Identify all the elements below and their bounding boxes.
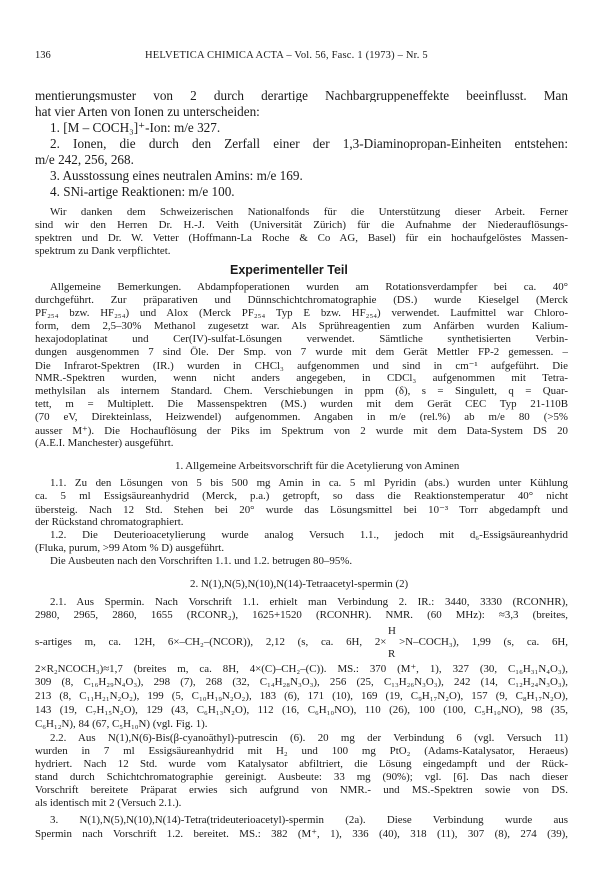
text-line: dungen ausgenommen 7 sind Öle. Der Smp. von 7 wurde mit dem Gerät Mettler FP-2 gemessen. –	[35, 346, 568, 358]
text-line: 213 (8, C₁₁H₂₁N₂O₂), 199 (5, C₁₀H₁₉N₂O₂), 183 (6), 171 (10), 169 (19, C₉H₁₇N₂O), 157 (9, C₈H₁₇N₂O),	[35, 690, 568, 702]
text-line: wurden in 7 ml Essigsäureanhydrid mit H₂ und 100 mg PtO₂ (Adams-Katalysator, Heraeus)	[35, 745, 568, 757]
text-line: 309 (8, C₁₆H₂₉N₄O₃), 298 (7), 268 (32, C₁₄H₂₈N₃O₃), 256 (25, C₁₃H₂₆N₃O₃), 242 (14, C₁₂H₂₄N₃O₃),	[35, 676, 568, 688]
text-line: R	[388, 648, 396, 660]
journal-title: HELVETICA CHIMICA ACTA – Vol. 56, Fasc. 1 (1973) – Nr. 5	[145, 50, 428, 61]
text-line: (A.E.I. Manchester) ausgeführt.	[35, 437, 174, 449]
text-line: 2. Ionen, die durch den Zerfall einer der 1,3-Diaminopropan-Einheiten entstehen:	[50, 136, 568, 150]
text-line: NMR.-Spektren wurden, wenn nicht anders angegeben, in CDCl₃ aufgenommen mit Tetra-	[35, 372, 568, 384]
text-line: 2980, 2965, 2860, 1655 (RCONR₂), 1625+1520 (RCONHR). NMR. (60 MHz): ≈3,3 (breites,	[35, 609, 568, 621]
text-line: durchgeführt. Zur präparativen und Dünnschichtchromatographie (DS.) wurde Kieselgel (Merck	[35, 294, 568, 306]
text-line: 2.2. Aus N(1),N(6)-Bis(β-cyanoäthyl)-putrescin (6). 20 mg der Verbindung 6 (vgl. Versuch 11)	[50, 732, 568, 744]
text-line: 3. N(1),N(5),N(10),N(14)-Tetra(trideuterioacetyl)-spermin (2a). Diese Verbindung wurde aus	[50, 814, 568, 826]
text-line: 1. [M – COCH₃]⁺-Ion: m/e 327.	[50, 120, 221, 135]
text-line: spektren und Dr. W. Vetter (Hoffmann-La Roche & Co AG, Basel) für ein hochaufgelöstes Massen-	[35, 232, 568, 244]
text-line: Spermin nach Vorschrift 1.2. bereitet. MS.: 382 (M⁺, 1), 336 (40), 318 (11), 307 (8), 274 (39),	[35, 828, 568, 840]
text-line: 2. N(1),N(5),N(10),N(14)-Tetraacetyl-spermin (2)	[190, 578, 409, 590]
text-line: der Rückstand chromatographiert.	[35, 516, 184, 528]
text-line: (70 eV, Direkteinlass, Heizwendel) aufgenommen. Angaben in m/e (rel.%) ab m/e 80 (>5%	[35, 411, 568, 423]
text-line: 2×R₂NCOCH₃)≈1,7 (breites m, ca. 8H, 4×(C)–CH₂–(C)). MS.: 370 (M⁺, 1), 327 (30, C₁₆H₃₁N₄O₃),	[35, 663, 568, 675]
text-line: als identisch mit 2 (Versuch 2.1.).	[35, 797, 182, 809]
text-line: hat vier Arten von Ionen zu unterscheiden:	[35, 104, 260, 119]
text-line: hydriert. Nach 12 Std. wurde vom Katalysator abfiltriert, die Lösung eingedampft und der Rück-	[35, 758, 568, 770]
text-line: PF₂₅₄ bzw. HF₂₅₄) und Alox (Merck PF₂₅₄ Typ E bzw. HF₂₅₄) verwendet. Laufmittel war Chloro-	[35, 307, 568, 319]
text-line: ca. 5 ml Essigsäureanhydrid (Merck, p.a.) getropft, so dass die Reaktionstemperatur 40° nicht	[35, 490, 568, 502]
section-heading: Experimenteller Teil	[230, 263, 348, 277]
text-line: hexajodoplatinat und Cer(IV)-sulfat-Lösungen verwendet. Sämtliche synthetisierten Verbin-	[35, 333, 568, 345]
text-line: methylsilan als internem Standard. Chem. Verschiebungen in ppm (δ), s = Singulett, q = Quar-	[35, 385, 568, 397]
text-line: 2.1. Aus Spermin. Nach Vorschrift 1.1. erhielt man Verbindung 2. IR.: 3440, 3330 (RCONHR),	[50, 596, 568, 608]
text-line: 1.2. Die Deuterioacetylierung wurde analog Versuch 1.1., jedoch mit d₆-Essigsäureanhydrid	[50, 529, 568, 541]
text-line: tett, m = Multiplett. Die Massenspektren (MS.) wurden mit dem Gerät CEC Typ 21-110B	[35, 398, 568, 410]
text-line: übersteig. Nach 12 Std. Stehen bei 20° wurde das Lösungsmittel bei 10⁻³ Torr abgedampft und	[35, 504, 568, 516]
text-line: ausser M⁺). Die Hochauflösung der Piks im Spektrum von 2 wurde mit dem Data-System DS 20	[35, 425, 568, 437]
text-line: mentierungsmuster von 2 durch derartige Nachbargruppeneffekte beeinflusst. Man	[35, 88, 568, 102]
text-line: s-artiges m, ca. 12H, 6×–CH₂–(NCOR)), 2,12 (s, ca. 6H, 2× >N–COCH₃), 1,99 (s, ca. 6H,	[35, 636, 568, 648]
text-line: 1.1. Zu den Lösungen von 5 bis 500 mg Amin in ca. 5 ml Pyridin (abs.) wurden unter Kühlung	[50, 477, 568, 489]
text-line: (Fluka, purum, >99 Atom % D) ausgeführt.	[35, 542, 225, 554]
text-line: Wir danken dem Schweizerischen Nationalfonds für die Unterstützung dieser Arbeit. Ferner	[50, 206, 568, 218]
text-line: Allgemeine Bemerkungen. Abdampfoperationen wurden am Rotationsverdampfer bei ca. 40°	[50, 281, 568, 293]
text-line: Die Infrarot-Spektren (IR.) wurden in CHCl₃ aufgenommen und sind in cm⁻¹ aufgeführt. Die	[35, 360, 568, 372]
text-line: sind wir den Herren Dr. H.-J. Veith (Universität Zürich) für die Aufnahme der Niederauflösungs-	[35, 219, 568, 231]
text-line: H	[388, 625, 396, 637]
text-line: m/e 242, 256, 268.	[35, 152, 134, 167]
text-line: 3. Ausstossung eines neutralen Amins: m/e 169.	[50, 168, 303, 183]
text-line: 143 (19, C₇H₁₅N₂O), 129 (43, C₆H₁₃N₂O), 112 (16, C₆H₁₀NO), 110 (26), 100 (100, C₅H₁₀NO), 98 (35,	[35, 704, 568, 716]
text-line: 4. SNi-artige Reaktionen: m/e 100.	[50, 184, 235, 199]
page-number: 136	[35, 50, 51, 61]
text-line: spektrum zu Dank verpflichtet.	[35, 245, 171, 257]
text-line: form, dem 2,5–30% Methanol zugesetzt war. Als Sprühreagentien zum Anfärben wurden Kalium-	[35, 320, 568, 332]
text-line: Vorschrift bereitete Präparat erwies sich aufgrund von NMR.- und MS.-Spektren sowie von DS.	[35, 784, 568, 796]
text-line: C₆H₁₂N), 84 (67, C₅H₁₀N) (vgl. Fig. 1).	[35, 718, 208, 730]
text-line: stand durch Schichtchromatographie gereinigt. Ausbeute: 33 mg (90%); vgl. [6]. Das nach dieser	[35, 771, 568, 783]
text-line: 1. Allgemeine Arbeitsvorschrift für die Acetylierung von Aminen	[175, 460, 460, 472]
text-line: Die Ausbeuten nach den Vorschriften 1.1. und 1.2. betrugen 80–95%.	[50, 555, 353, 567]
